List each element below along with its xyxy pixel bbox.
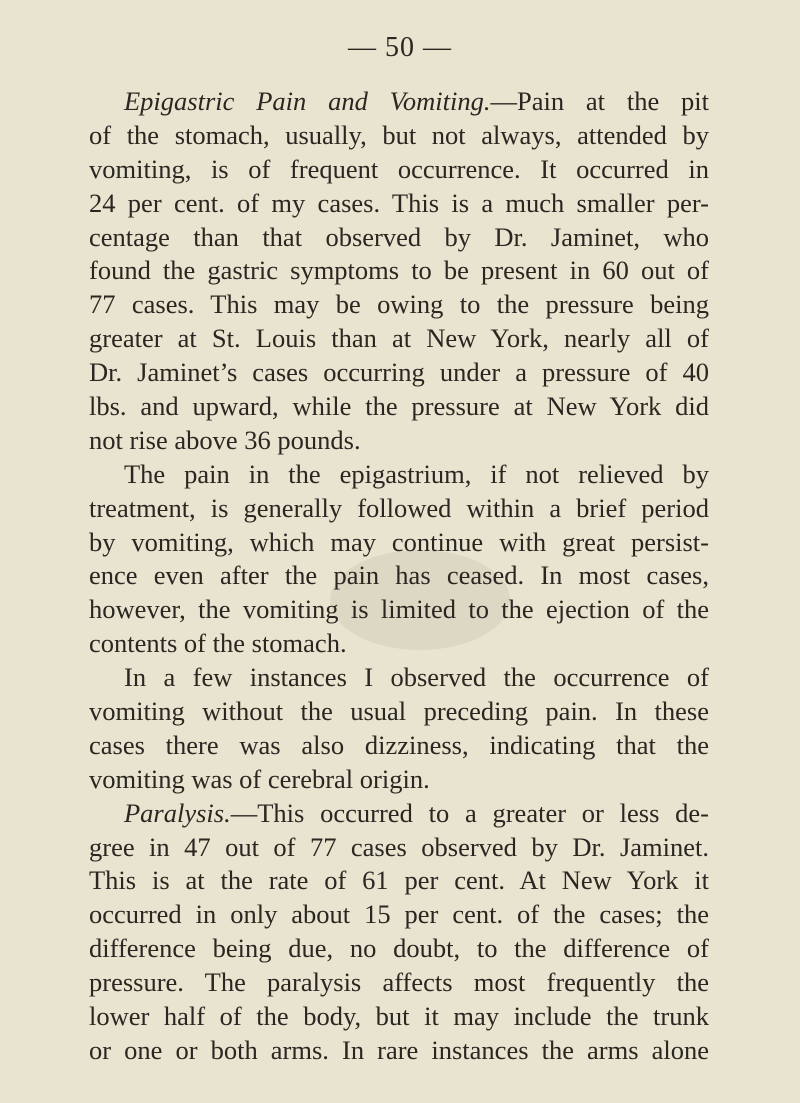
text-line [89, 221, 709, 255]
line-text: difference being due, no doubt, to the difference of [89, 933, 709, 964]
text-line [89, 424, 709, 458]
line-text: found the gastric symptoms to be present in 60 out of [89, 255, 709, 286]
line-text: This is at the rate of 61 per cent. At New York it [89, 865, 709, 896]
line-text: however, the vomiting is limited to the ejection of the [89, 594, 709, 625]
line-text: occurred in only about 15 per cent. of the cases; the [89, 899, 709, 930]
line-text: —Pain at the pit [490, 86, 709, 116]
text-line [89, 831, 709, 865]
line-text: —This occurred to a greater or less de- [230, 797, 709, 828]
line-text: vomiting without the usual preceding pain. In these [89, 696, 709, 727]
text-line [89, 1034, 709, 1068]
line-text: lbs. and upward, while the pressure at New York did [89, 391, 709, 422]
text-line [89, 932, 709, 966]
text-line [89, 1000, 709, 1034]
line-text: 77 cases. This may be owing to the pressure being [89, 289, 709, 320]
text-line [89, 627, 709, 661]
text-line [89, 288, 709, 322]
text-line [89, 661, 709, 695]
line-text: greater at St. Louis than at New York, nearly all of [89, 323, 709, 354]
body-text [89, 85, 709, 1068]
line-text: of the stomach, usually, but not always, attended by [89, 119, 709, 150]
text-line [89, 356, 709, 390]
text-line [89, 322, 709, 356]
text-line [89, 458, 709, 492]
line-text: 24 per cent. of my cases. This is a much smaller per- [89, 187, 709, 218]
line-text: ence even after the pain has ceased. In most cases, [89, 560, 709, 591]
text-line [89, 729, 709, 763]
line-text: or one or both arms. In rare instances the arms alone [89, 1034, 709, 1065]
text-line [89, 864, 709, 898]
line-text: contents of the stomach. [89, 628, 347, 659]
text-line [89, 797, 709, 831]
page-number: — 50 — [348, 32, 452, 63]
line-text: by vomiting, which may continue with great persist- [89, 526, 709, 557]
line-text: lower half of the body, but it may include the trunk [89, 1001, 709, 1032]
text-line [89, 492, 709, 526]
line-text: pressure. The paralysis affects most frequently the [89, 967, 709, 998]
line-text: The pain in the epigastrium, if not relieved by [124, 458, 709, 489]
text-line [89, 593, 709, 627]
text-line [89, 153, 709, 187]
text-line [89, 187, 709, 221]
line-text: vomiting, is of frequent occurrence. It occurred in [89, 153, 709, 184]
section-heading: Paralysis. [124, 797, 231, 828]
section-heading: Epigastric Pain and Vomiting. [124, 86, 491, 116]
line-text: vomiting was of cerebral origin. [89, 763, 430, 794]
text-line [89, 390, 709, 424]
line-text: centage than that observed by Dr. Jaminet, who [89, 221, 709, 252]
text-line [89, 695, 709, 729]
text-line [89, 526, 709, 560]
text-line [89, 254, 709, 288]
line-text: treatment, is generally followed within a brief period [89, 492, 709, 523]
text-line [89, 85, 709, 119]
line-text: In a few instances I observed the occurrence of [124, 662, 709, 693]
text-line [89, 119, 709, 153]
text-line [89, 559, 709, 593]
line-text: cases there was also dizziness, indicating that the [89, 729, 709, 760]
line-text: gree in 47 out of 77 cases observed by Dr. Jaminet. [89, 831, 709, 862]
line-text: Dr. Jaminet’s cases occurring under a pressure of 40 [89, 357, 709, 388]
text-line [89, 763, 709, 797]
text-line [89, 898, 709, 932]
line-text: not rise above 36 pounds. [89, 424, 361, 455]
text-line [89, 966, 709, 1000]
